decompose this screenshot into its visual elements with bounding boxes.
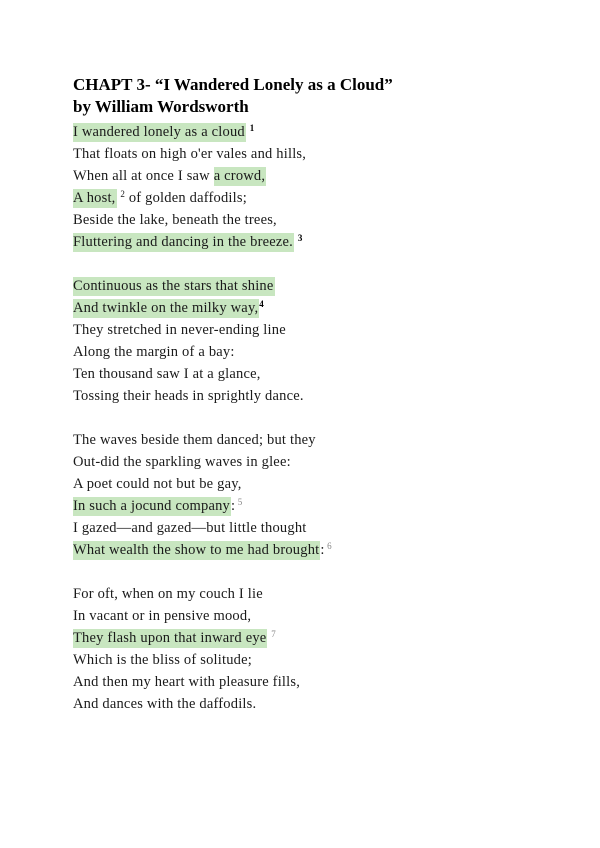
poem-line [73,319,332,341]
stanza-break [73,407,332,429]
poem-line [73,627,332,649]
line-text: That floats on high o'er vales and hills, [73,146,307,162]
line-text: : [320,542,325,558]
poem-line [73,429,332,451]
highlighted-text: What wealth the show to me had brought [73,542,320,558]
poem-line [73,671,332,693]
poem-line [73,187,332,209]
line-text: And dances with the daffodils. [73,696,257,712]
highlighted-text: a crowd, [213,168,266,184]
poem-line [73,121,332,143]
line-text: When all at once I saw [73,168,214,184]
poem-line [73,231,332,253]
poem-line [73,495,332,517]
footnote-marker: 6 [324,541,332,551]
line-text: For oft, when on my couch I lie [73,586,263,602]
poem-line [73,275,332,297]
poem-line [73,605,332,627]
line-text: And then my heart with pleasure fills, [73,674,301,690]
stanza-break [73,561,332,583]
highlighted-text: And twinkle on the milky way, [73,300,259,316]
highlighted-text: I wandered lonely as a cloud [73,124,245,140]
line-text: Tossing their heads in sprightly dance. [73,388,304,404]
line-text: Along the margin of a bay: [73,344,235,360]
line-text: Out-did the sparkling waves in glee: [73,454,291,470]
line-text: : [231,498,236,514]
poem-line [73,473,332,495]
poem-line [73,649,332,671]
line-text: Beside the lake, beneath the trees, [73,212,277,228]
line-text: Ten thousand saw I at a glance, [73,366,261,382]
footnote-marker: 1 [249,123,255,133]
poem-line [73,143,332,165]
footnote-marker: 2 [120,189,126,199]
footnote-marker: 7 [271,629,276,639]
stanza-break [73,253,332,275]
chapter-title: CHAPT 3- “I Wandered Lonely as a Cloud” [73,75,393,94]
highlighted-text: In such a jocund company [73,498,231,514]
footnote-marker: 4 [259,299,264,309]
line-text: I gazed—and gazed—but little thought [73,520,307,536]
poem-line [73,209,332,231]
poem-line [73,297,332,319]
poem-line [73,363,332,385]
poem-body [73,121,332,715]
footnote-marker: 5 [235,497,243,507]
poem-line [73,539,332,561]
highlighted-text: Fluttering and dancing in the breeze. [73,234,293,250]
poem-line [73,693,332,715]
line-text: They stretched in never-ending line [73,322,286,338]
poem-line [73,165,332,187]
line-text: of golden daffodils; [125,190,247,206]
highlighted-text: They flash upon that inward eye [73,630,267,646]
poem-line [73,583,332,605]
author-line: by William Wordsworth [73,97,249,116]
highlighted-text: A host, [73,190,116,206]
poem-line [73,341,332,363]
line-text: The waves beside them danced; but they [73,432,316,448]
line-text: A poet could not but be gay, [73,476,242,492]
footnote-marker: 3 [297,233,303,243]
chapter-heading [73,74,393,118]
poem-line [73,517,332,539]
line-text: In vacant or in pensive mood, [73,608,252,624]
poem-line [73,451,332,473]
line-text: Which is the bliss of solitude; [73,652,252,668]
poem-line [73,385,332,407]
highlighted-text: Continuous as the stars that shine [73,278,274,294]
